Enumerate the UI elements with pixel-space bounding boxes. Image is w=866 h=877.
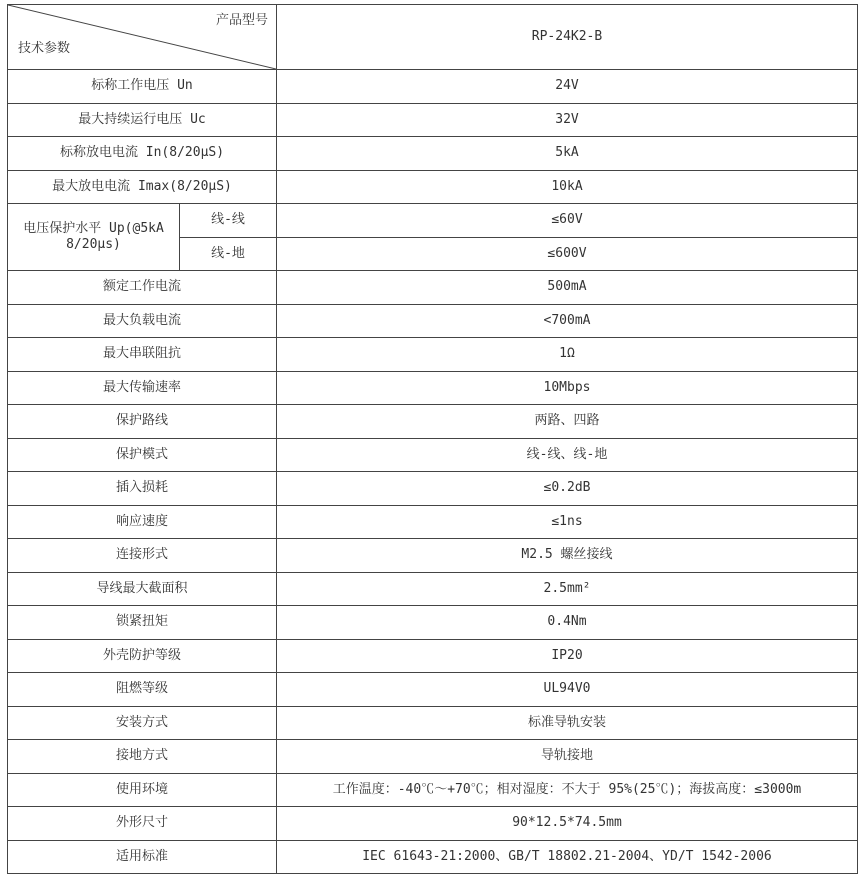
param-label: 安装方式 bbox=[8, 706, 277, 740]
model-value: RP-24K2-B bbox=[277, 5, 858, 70]
param-value: 90*12.5*74.5mm bbox=[277, 807, 858, 841]
table-row bbox=[8, 639, 858, 673]
param-value: ≤0.2dB bbox=[277, 472, 858, 506]
param-value: 标准导轨安装 bbox=[277, 706, 858, 740]
table-row bbox=[8, 606, 858, 640]
voltage-protection-value: ≤60V bbox=[277, 204, 858, 238]
param-label: 标称放电电流 In(8/20μS) bbox=[8, 137, 277, 171]
table-row bbox=[8, 840, 858, 874]
spec-table bbox=[7, 4, 858, 874]
param-value: IP20 bbox=[277, 639, 858, 673]
param-value: M2.5 螺丝接线 bbox=[277, 539, 858, 573]
header-row bbox=[8, 5, 858, 70]
param-value: 500mA bbox=[277, 271, 858, 305]
param-value: <700mA bbox=[277, 304, 858, 338]
table-row bbox=[8, 807, 858, 841]
param-value: 10kA bbox=[277, 170, 858, 204]
param-label: 标称工作电压 Un bbox=[8, 70, 277, 104]
corner-cell bbox=[8, 5, 277, 70]
param-value: 2.5mm² bbox=[277, 572, 858, 606]
voltage-protection-label-line1: 电压保护水平 Up(@5kA bbox=[23, 221, 164, 237]
voltage-protection-sub-label: 线-线 bbox=[180, 204, 277, 238]
table-row bbox=[8, 170, 858, 204]
table-row bbox=[8, 371, 858, 405]
table-row bbox=[8, 505, 858, 539]
table-row bbox=[8, 271, 858, 305]
param-label: 最大串联阻抗 bbox=[8, 338, 277, 372]
param-label: 最大负载电流 bbox=[8, 304, 277, 338]
param-label: 外壳防护等级 bbox=[8, 639, 277, 673]
param-value: 0.4Nm bbox=[277, 606, 858, 640]
param-value: ≤1ns bbox=[277, 505, 858, 539]
table-row bbox=[8, 472, 858, 506]
table-row bbox=[8, 438, 858, 472]
voltage-protection-sub-label: 线-地 bbox=[180, 237, 277, 271]
param-label: 使用环境 bbox=[8, 773, 277, 807]
param-label: 连接形式 bbox=[8, 539, 277, 573]
param-label: 最大放电电流 Imax(8/20μS) bbox=[8, 170, 277, 204]
table-row bbox=[8, 405, 858, 439]
param-label: 保护路线 bbox=[8, 405, 277, 439]
product-model-label: 产品型号 bbox=[215, 13, 268, 28]
param-value: 线-线、线-地 bbox=[277, 438, 858, 472]
param-label: 插入损耗 bbox=[8, 472, 277, 506]
param-value: 10Mbps bbox=[277, 371, 858, 405]
voltage-protection-label-line2: 8/20μs) bbox=[66, 237, 121, 252]
param-label: 锁紧扭矩 bbox=[8, 606, 277, 640]
table-row bbox=[8, 338, 858, 372]
table-row bbox=[8, 70, 858, 104]
param-label: 阻燃等级 bbox=[8, 673, 277, 707]
table-row bbox=[8, 572, 858, 606]
table-row bbox=[8, 304, 858, 338]
table-row bbox=[8, 137, 858, 171]
param-value: UL94V0 bbox=[277, 673, 858, 707]
tech-params-label: 技术参数 bbox=[18, 41, 71, 57]
table-row bbox=[8, 103, 858, 137]
param-label: 接地方式 bbox=[8, 740, 277, 774]
table-row bbox=[8, 673, 858, 707]
table-row bbox=[8, 539, 858, 573]
param-label: 外形尺寸 bbox=[8, 807, 277, 841]
table-row bbox=[8, 740, 858, 774]
table-row bbox=[8, 773, 858, 807]
table-row bbox=[8, 204, 858, 238]
param-value: 5kA bbox=[277, 137, 858, 171]
param-value: 工作温度：-40℃～+70℃；相对湿度：不大于 95%(25℃)；海拔高度：≤3000m bbox=[277, 773, 858, 807]
param-label: 响应速度 bbox=[8, 505, 277, 539]
param-value: 导轨接地 bbox=[277, 740, 858, 774]
param-value: 32V bbox=[277, 103, 858, 137]
voltage-protection-label bbox=[8, 204, 180, 271]
param-label: 额定工作电流 bbox=[8, 271, 277, 305]
param-label: 导线最大截面积 bbox=[8, 572, 277, 606]
param-label: 保护模式 bbox=[8, 438, 277, 472]
voltage-protection-value: ≤600V bbox=[277, 237, 858, 271]
param-label: 适用标准 bbox=[8, 840, 277, 874]
table-row bbox=[8, 706, 858, 740]
param-value: 1Ω bbox=[277, 338, 858, 372]
param-label: 最大持续运行电压 Uc bbox=[8, 103, 277, 137]
param-value: 24V bbox=[277, 70, 858, 104]
param-value: IEC 61643-21:2000、GB/T 18802.21-2004、YD/T 1542-2006 bbox=[277, 840, 858, 874]
param-label: 最大传输速率 bbox=[8, 371, 277, 405]
param-value: 两路、四路 bbox=[277, 405, 858, 439]
